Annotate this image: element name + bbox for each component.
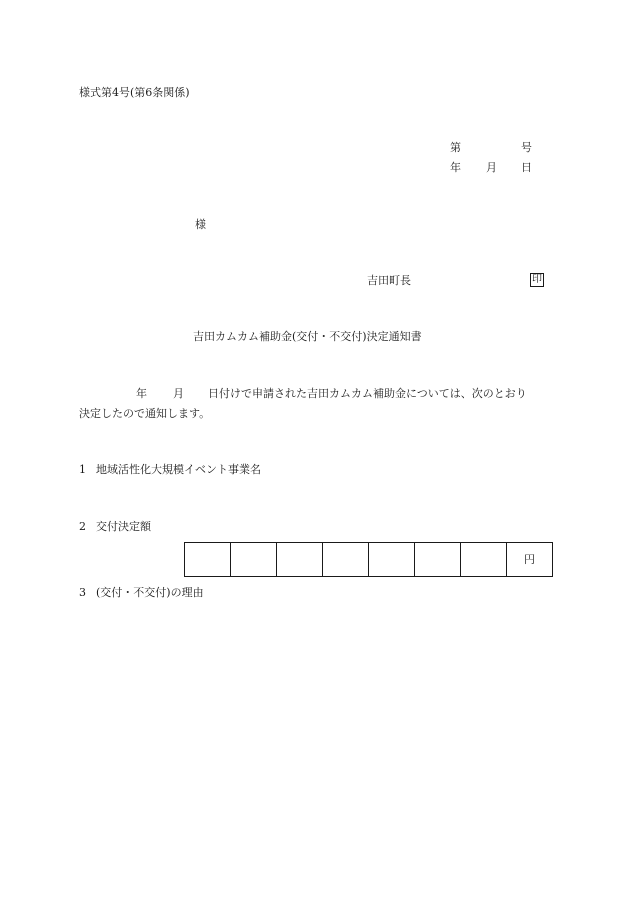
item-label: 交付決定額 — [96, 520, 151, 533]
amount-digit-cell[interactable] — [277, 543, 323, 577]
body-year-label: 年 — [136, 387, 147, 400]
date-day-label: 日 — [521, 161, 532, 174]
document-title: 吉田カムカム補助金(交付・不交付)決定通知書 — [193, 330, 422, 343]
document-number-label: 第 — [450, 141, 461, 154]
amount-digit-cell[interactable] — [369, 543, 415, 577]
date-month-label: 月 — [486, 161, 497, 174]
body-line-2 — [79, 408, 557, 428]
issuer-title: 吉田町長 — [367, 274, 411, 287]
item-number: 3 — [79, 586, 86, 599]
item-1 — [79, 464, 261, 475]
amount-digit-cell[interactable] — [415, 543, 461, 577]
body-line-2-text: 決定したので通知します。 — [79, 407, 211, 420]
item-number: 1 — [79, 463, 86, 476]
body-paragraph — [79, 388, 557, 428]
body-line-1 — [79, 388, 557, 408]
amount-digit-cell[interactable] — [185, 543, 231, 577]
item-2 — [79, 521, 151, 532]
recipient-honorific: 様 — [195, 218, 206, 231]
amount-unit-cell: 円 — [507, 543, 553, 577]
seal-stamp-icon: 印 — [532, 274, 542, 285]
item-3 — [79, 587, 204, 598]
amount-digit-cell[interactable] — [461, 543, 507, 577]
form-number: 様式第4号(第6条関係) — [79, 86, 190, 99]
item-number: 2 — [79, 520, 86, 533]
body-month-label: 月 — [173, 387, 184, 400]
item-label: (交付・不交付)の理由 — [96, 586, 204, 599]
amount-digit-cell[interactable] — [231, 543, 277, 577]
item-label: 地域活性化大規模イベント事業名 — [96, 463, 261, 476]
amount-table — [184, 542, 553, 577]
body-line-1-text: 日付けで申請された吉田カムカム補助金については、次のとおり — [208, 387, 527, 400]
document-number-suffix: 号 — [521, 141, 532, 154]
amount-digit-cell[interactable] — [323, 543, 369, 577]
date-year-label: 年 — [450, 161, 461, 174]
